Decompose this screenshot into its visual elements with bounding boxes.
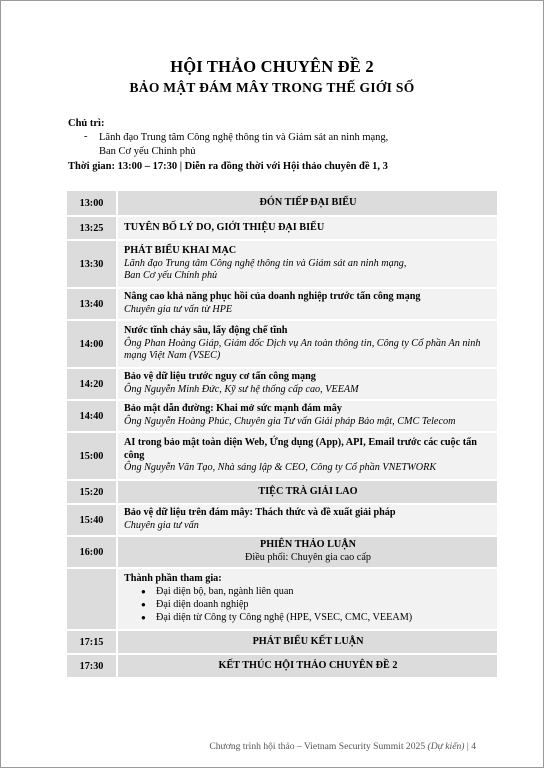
row-title: Nâng cao khả năng phục hồi của doanh nghiệp trước tấn công mạng (124, 291, 421, 303)
schedule-row (67, 217, 497, 239)
row-title: TUYÊN BỐ LÝ DO, GIỚI THIỆU ĐẠI BIỂU (116, 217, 497, 239)
row-speaker: Ông Nguyễn Văn Tạo, Nhà sáng lập & CEO, Công ty Cổ phần VNETWORK (124, 462, 437, 474)
page-subtitle: BẢO MẬT ĐÁM MÂY TRONG THẾ GIỚI SỐ (129, 80, 415, 95)
row-title: Bảo mật dẫn đường: Khai mở sức mạnh đám mây (124, 403, 342, 415)
row-title: KẾT THÚC HỘI THẢO CHUYÊN ĐỀ 2 (116, 655, 497, 677)
row-title: ĐÓN TIẾP ĐẠI BIỂU (116, 191, 497, 215)
schedule-row (67, 655, 497, 677)
schedule-row (67, 401, 497, 431)
row-title: Nước tĩnh chảy sâu, lẩy động chế tĩnh (124, 324, 288, 336)
row-title: PHÁT BIỂU KHAI MẠC (124, 244, 237, 256)
schedule-row (67, 569, 497, 629)
row-time: 13:30 (67, 241, 116, 287)
participants-list (124, 586, 492, 624)
row-moderator: Điều phối: Chuyên gia cao cấp (245, 552, 371, 563)
schedule-row (67, 369, 497, 399)
row-time: 15:20 (67, 481, 116, 503)
schedule-row (67, 433, 497, 479)
schedule-row (67, 631, 497, 653)
row-time: 14:40 (67, 401, 116, 431)
row-speaker: Chuyên gia tư vấn (124, 520, 199, 531)
row-speaker: Ông Nguyễn Minh Đức, Kỹ sư hệ thống cấp cao, VEEAM (124, 384, 359, 395)
schedule-row (67, 289, 497, 319)
row-time: 13:25 (67, 217, 116, 239)
row-time: 17:30 (67, 655, 116, 677)
row-title: Bảo vệ dữ liệu trên đám mây: Thách thức và đề xuất giải pháp (124, 507, 396, 519)
row-title: AI trong bảo mật toàn diện Web, Ứng dụng (App), API, Email trước các cuộc tấn công (124, 436, 477, 461)
schedule-row (67, 537, 497, 567)
row-time: 17:15 (67, 631, 116, 653)
schedule-table (67, 189, 497, 679)
page-number: | 4 (466, 741, 476, 752)
list-item: ● Đại diện bộ, ban, ngành liên quan (124, 586, 492, 599)
page-footer (209, 741, 476, 752)
row-speaker: Ban Cơ yếu Chính phủ (124, 270, 218, 282)
row-title: TIỆC TRÀ GIẢI LAO (116, 481, 497, 503)
list-item: ● Đại diện từ Công ty Công nghệ (HPE, VSEC, CMC, VEEAM) (124, 612, 492, 625)
schedule-row (67, 321, 497, 367)
row-speaker: Chuyên gia tư vấn từ HPE (124, 304, 233, 315)
page-title: HỘI THẢO CHUYÊN ĐỀ 2 (170, 57, 374, 76)
schedule-row (67, 241, 497, 287)
host-dash: - (84, 131, 88, 142)
row-speaker: Ông Nguyễn Hoàng Phúc, Chuyên gia Tư vấn Giải pháp Bảo mật, CMC Telecom (124, 416, 456, 427)
row-title: Bảo vệ dữ liệu trước nguy cơ tấn công mạng (124, 371, 316, 383)
host-line-1: Lãnh đạo Trung tâm Công nghệ thông tin và Giám sát an ninh mạng, (99, 132, 389, 143)
row-time: 13:00 (67, 191, 116, 215)
host-line-2: Ban Cơ yếu Chính phủ (99, 146, 196, 157)
schedule-row (67, 505, 497, 535)
row-time: 14:20 (67, 369, 116, 399)
row-time: 14:00 (67, 321, 116, 367)
row-speaker: Ông Phan Hoàng Giáp, Giám đốc Dịch vụ An toàn thông tin, Công ty Cổ phần An ninh mạng Việt Nam (VSEC) (124, 337, 481, 362)
participants-label: Thành phần tham gia: (124, 573, 222, 585)
schedule-row (67, 481, 497, 503)
row-speaker: Lãnh đạo Trung tâm Công nghệ thông tin và Giám sát an ninh mạng, (124, 257, 407, 269)
list-item: ● Đại diện doanh nghiệp (124, 599, 492, 612)
host-label: Chủ trì: (68, 118, 105, 129)
row-time-empty (67, 569, 116, 629)
row-time: 15:40 (67, 505, 116, 535)
footer-note: (Dự kiến) (427, 741, 465, 752)
row-time: 15:00 (67, 433, 116, 479)
footer-text: Chương trình hội thảo – Vietnam Security Summit 2025 (209, 741, 426, 752)
row-title: PHÁT BIỂU KẾT LUẬN (116, 631, 497, 653)
row-time: 16:00 (67, 537, 116, 567)
row-time: 13:40 (67, 289, 116, 319)
schedule-row (67, 191, 497, 215)
time-line: Thời gian: 13:00 – 17:30 | Diễn ra đồng thời với Hội thảo chuyên đề 1, 3 (68, 161, 388, 172)
row-title: PHIÊN THẢO LUẬN (259, 539, 357, 551)
